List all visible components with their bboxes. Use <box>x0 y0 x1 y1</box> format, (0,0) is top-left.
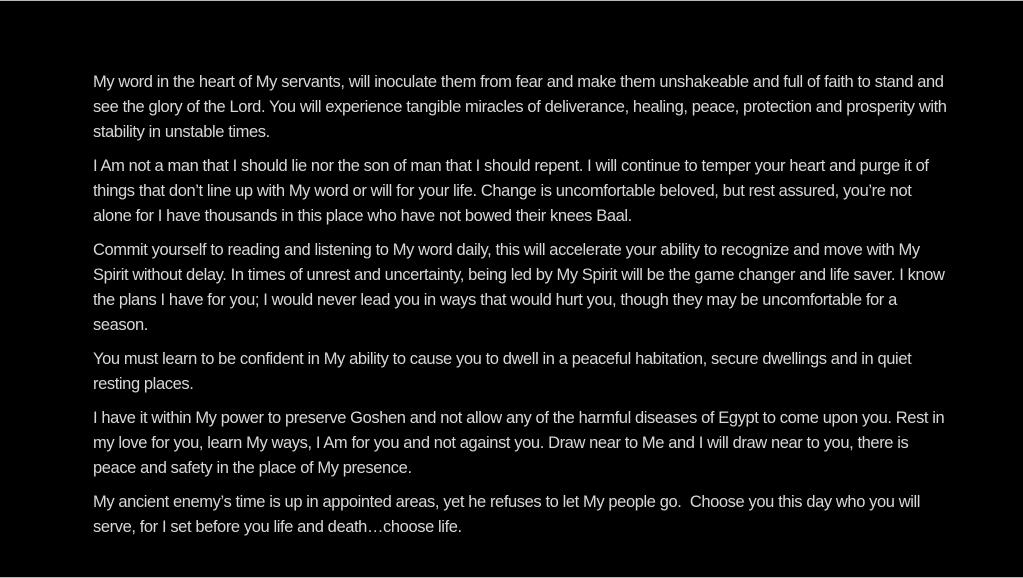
paragraph-2: I Am not a man that I should lie nor the son of man that I should repent. I will continue to temper your heart and purge it of things that don’t line up with My word or will for your life. Change is uncomfortable beloved, but rest assured, you’re not alone for I have thousands in this place who have not bowed their knees Baal. <box>93 157 933 225</box>
paragraph-1: My word in the heart of My servants, will inoculate them from fear and make them unshakeable and full of faith to stand and see the glory of the Lord. You will experience tangible miracles of deliverance, healing, peace, protection and prosperity with stability in unstable times. <box>93 73 951 141</box>
text-block <box>93 70 949 549</box>
paragraph-4: You must learn to be confident in My ability to cause you to dwell in a peaceful habitation, secure dwellings and in quiet resting places. <box>93 350 916 393</box>
paragraph-6: My ancient enemy’s time is up in appointed areas, yet he refuses to let My people go. Choose you this day who you will serve, for I set before you life and death…choose life. <box>93 493 925 536</box>
paragraph-5: I have it within My power to preserve Goshen and not allow any of the harmful diseases of Egypt to come upon you. Rest in my love for you, learn My ways, I Am for you and not against you. Draw near to Me and I will draw near to you, there is peace and safety in the place of My presence. <box>93 409 949 477</box>
paragraph-3: Commit yourself to reading and listening to My word daily, this will accelerate your ability to recognize and move with My Spirit without delay. In times of unrest and uncertainty, being led by My Spirit will be the game changer and life saver. I know the plans I have for you; I would never lead you in ways that would hurt you, though they may be uncomfortable for a season. <box>93 241 949 334</box>
